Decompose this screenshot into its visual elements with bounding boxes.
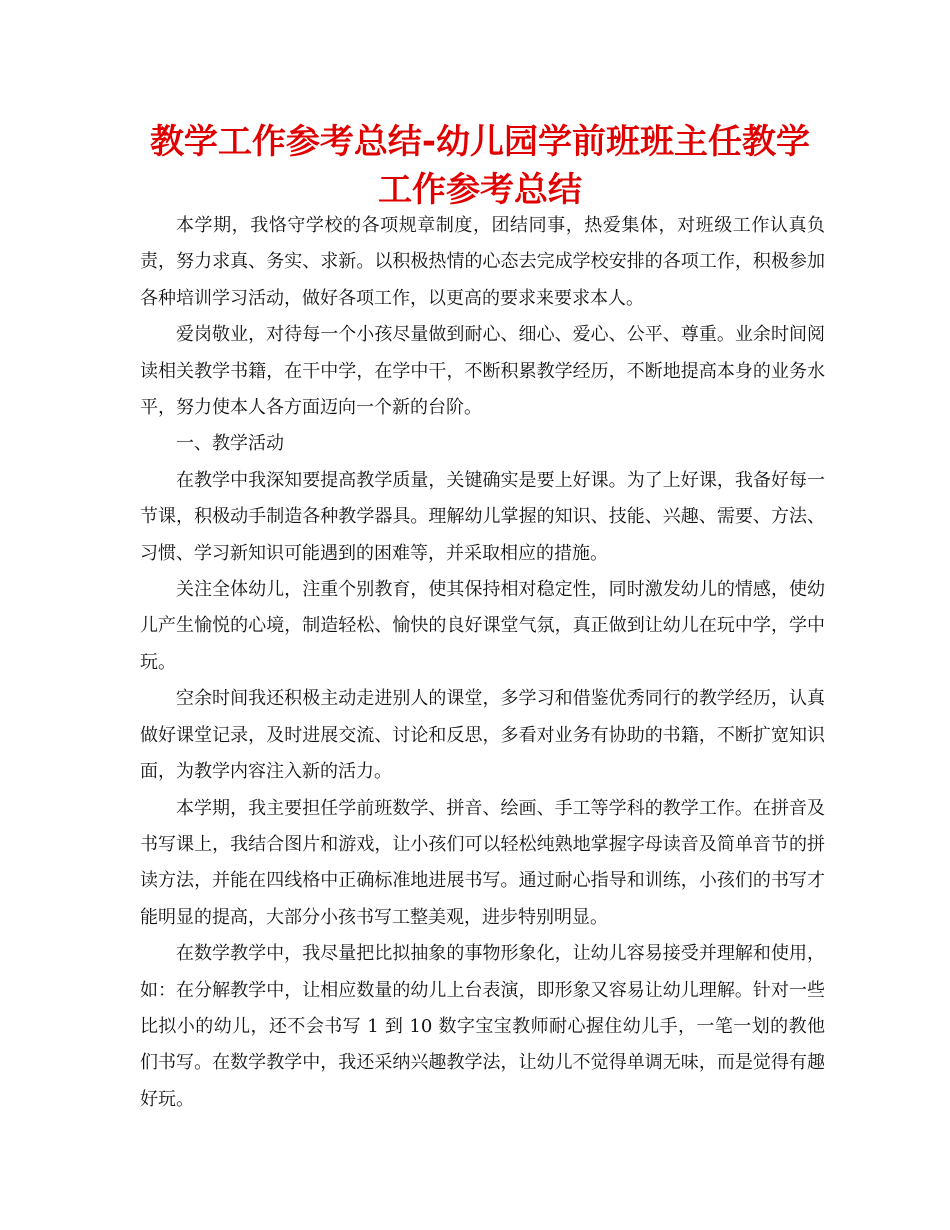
paragraph: 本学期，我主要担任学前班数学、拼音、绘画、手工等学科的教学工作。在拼音及书写课上，我结合图片和游戏，让小孩们可以轻松纯熟地掌握字母读音及简单音节的拼读方法，并能在四线格中正确标准地进展书写。通过耐心指导和训练，小孩们的书写才能明显的提高，大部分小孩书写工整美观，进步特别明显。 <box>140 797 825 928</box>
paragraph: 在教学中我深知要提高教学质量，关键确实是要上好课。为了上好课，我备好每一节课，积极动手制造各种教学器具。理解幼儿掌握的知识、技能、兴趣、需要、方法、习惯、学习新知识可能遇到的困难等，并采取相应的措施。 <box>140 469 825 564</box>
section-heading: 一、教学活动 <box>176 433 284 455</box>
paragraph: 本学期，我恪守学校的各项规章制度，团结同事，热爱集体，对班级工作认真负责，努力求真、务实、求新。以积极热情的心态去完成学校安排的各项工作，积极参加各种培训学习活动，做好各项工作，以更高的要求来要求本人。 <box>140 215 825 309</box>
paragraph: 在数学教学中，我尽量把比拟抽象的事物形象化，让幼儿容易接受并理解和使用，如：在分解教学中，让相应数量的幼儿上台表演，即形象又容易让幼儿理解。针对一些比拟小的幼儿，还不会书写 1 到 10 数字宝宝教师耐心握住幼儿手，一笔一划的教他们书写。在数学教学中，我还采纳兴趣教学法，让幼儿不觉得单调无味，而是觉得有趣好玩。 <box>140 943 825 1110</box>
paragraph: 关注全体幼儿，注重个别教育，使其保持相对稳定性，同时激发幼儿的情感，使幼儿产生愉悦的心境，制造轻松、愉快的良好课堂气氛，真正做到让幼儿在玩中学，学中玩。 <box>140 579 825 673</box>
document-title: 教学工作参考总结-幼儿园学前班班主任教学工作参考总结 <box>149 122 811 210</box>
document-body <box>140 208 825 1118</box>
paragraph: 爱岗敬业，对待每一个小孩尽量做到耐心、细心、爱心、公平、尊重。业余时间阅读相关教学书籍，在干中学，在学中干，不断积累教学经历，不断地提高本身的业务水平，努力使本人各方面迈向一个新的台阶。 <box>140 324 825 419</box>
paragraph: 空余时间我还积极主动走进别人的课堂，多学习和借鉴优秀同行的教学经历，认真做好课堂记录，及时进展交流、讨论和反思，多看对业务有协助的书籍，不断扩宽知识面，为教学内容注入新的活力。 <box>140 688 825 783</box>
